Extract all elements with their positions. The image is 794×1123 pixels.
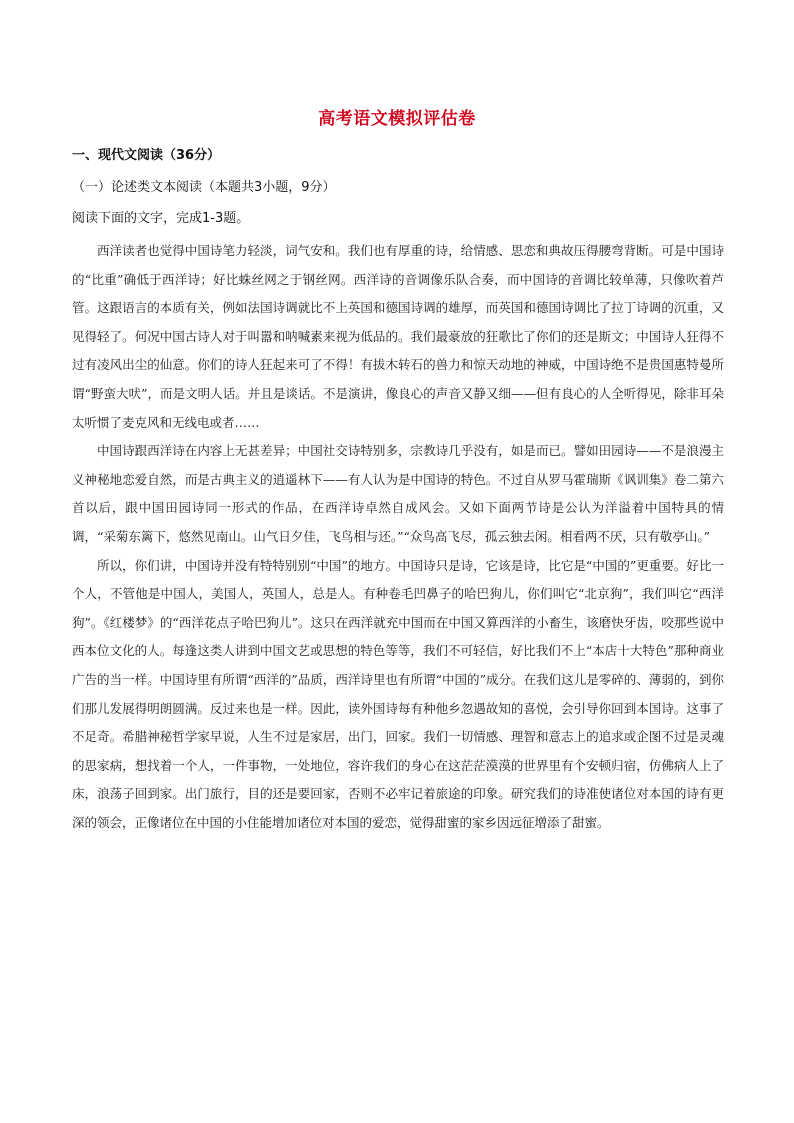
passage-paragraph-2: 中国诗跟西洋诗在内容上无甚差异；中国社交诗特别多，宗教诗几乎没有，如是而已。譬如田园诗——不是浪漫主义神秘地恋爱自然，而是古典主义的逍遥林下——有人认为是中国诗的特色。不过自从罗马霍瑞斯《讽训集》卷二第六首以后，跟中国田园诗同一形式的作品，在西洋诗卓然自成风会。又如下面两节诗是公认为洋溢着中国特具的情调，“采菊东篱下，悠然见南山。山气日夕佳，飞鸟相与还。”“众鸟高飞尽，孤云独去闲。相看两不厌，只有敬亭山。” [72,443,724,544]
passage-paragraph-1: 西洋读者也觉得中国诗笔力轻淡，词气安和。我们也有厚重的诗，给情感、思恋和典故压得腰弯背断。可是中国诗的“比重”确低于西洋诗；好比蛛丝网之于钢丝网。西洋诗的音调像乐队合奏，而中国诗的音调比较单薄，只像吹着芦管。这跟语言的本质有关，例如法国诗调就比不上英国和德国诗调的雄厚，而英国和德国诗调比了拉丁诗调的沉重，又见得轻了。何况中国古诗人对于叫嚣和呐喊素来视为低品的。我们最豪放的狂歌比了你们的还是斯文；中国诗人狂得不过有凌风出尘的仙意。你们的诗人狂起来可了不得！有拔木转石的兽力和惊天动地的神威，中国诗绝不是贵国惠特曼所谓“野蛮大吠”，而是文明人话。并且是谈话。不是演讲，像良心的声音又静又细——但有良心的人全听得见，除非耳朵太听惯了麦克风和无线电或者…… [72,243,724,430]
subsection-heading: （一）论述类文本阅读（本题共3小题，9分） [72,180,336,195]
passage-paragraph-3: 所以，你们讲，中国诗并没有特特别别“中国”的地方。中国诗只是诗，它该是诗，比它是“中国的”更重要。好比一个人，不管他是中国人，美国人，英国人，总是人。有种卷毛凹鼻子的哈巴狗儿，你们叫它“北京狗”，我们叫它“西洋狗”。《红楼梦》的“西洋花点子哈巴狗儿”。这只在西洋就充中国而在中国又算西洋的小畜生，该磨快牙齿，咬那些说中西本位文化的人。每逢这类人讲到中国文艺或思想的特色等等，我们不可轻信，好比我们不上“本店十大特色”那种商业广告的当一样。中国诗里有所谓“西洋的”品质，西洋诗里也有所谓“中国的”成分。在我们这儿是零碎的、薄弱的，到你们那儿发展得明朗圆满。反过来也是一样。因此，读外国诗每有种他乡忽遇故知的喜悦，会引导你回到本国诗。这事了不足奇。希腊神秘哲学家早说，人生不过是家居，出门，回家。我们一切情感、理智和意志上的追求或企图不过是灵魂的思家病，想找着一个人，一件事物，一处地位，容许我们的身心在这茫茫漠漠的世界里有个安顿归宿，仿佛病人上了床，浪荡子回到家。出门旅行，目的还是要回家，否则不必牢记着旅途的印象。研究我们的诗准使诸位对本国的诗有更深的领会，正像诸位在中国的小住能增加诸位对本国的爱恋，觉得甜蜜的家乡因远征增添了甜蜜。 [72,557,724,830]
reading-passage [72,237,724,837]
section-heading: 一、现代文阅读（36分） [72,148,221,163]
page-title: 高考语文模拟评估卷 [318,109,476,129]
reading-instruction: 阅读下面的文字，完成1-3题。 [72,211,250,226]
